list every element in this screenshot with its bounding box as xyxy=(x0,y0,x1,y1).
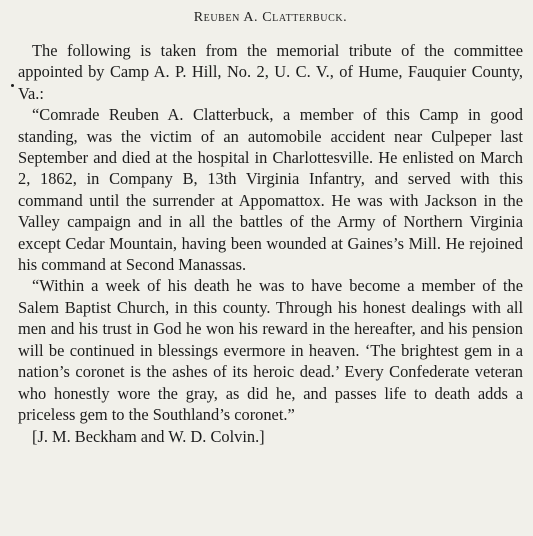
intro-paragraph: The following is taken from the memorial tribute of the committee appointed by Camp A. P. Hill, No. 2, U. C. V., of Hume, Fauquier County, Va.: xyxy=(18,41,523,103)
print-speck xyxy=(11,84,14,87)
tribute-paragraph-faith: “Within a week of his death he was to have become a member of the Salem Baptist Church, in this county. Through his honest dealings with all men and his trust in God he won his reward in the hereafter, and his pension will be continued in blessings evermore in heaven. ‘The brightest gem in a nation’s coronet is the ashes of its heroic dead.’ Every Confederate veteran who honestly wore the gray, as did he, and passes life to death adds a priceless gem to the Southland’s coronet.” xyxy=(18,276,523,424)
article-title: Reuben A. Clatterbuck. xyxy=(193,10,348,25)
tribute-paragraph-service: “Comrade Reuben A. Clatterbuck, a member of this Camp in good standing, was the victim of an automobile accident near Culpeper last September and died at the hospital in Charlottesville. He enlisted on March 2, 1862, in Company B, 13th Virginia Infantry, and served with this command until the surrender at Appomattox. He was with Jackson in the Valley campaign and in all the battles of the Army of Northern Virginia except Cedar Mountain, having been wounded at Gaines’s Mill. He rejoined his command at Second Manassas. xyxy=(18,105,523,275)
signature-line: [J. M. Beckham and W. D. Colvin.] xyxy=(32,427,265,447)
